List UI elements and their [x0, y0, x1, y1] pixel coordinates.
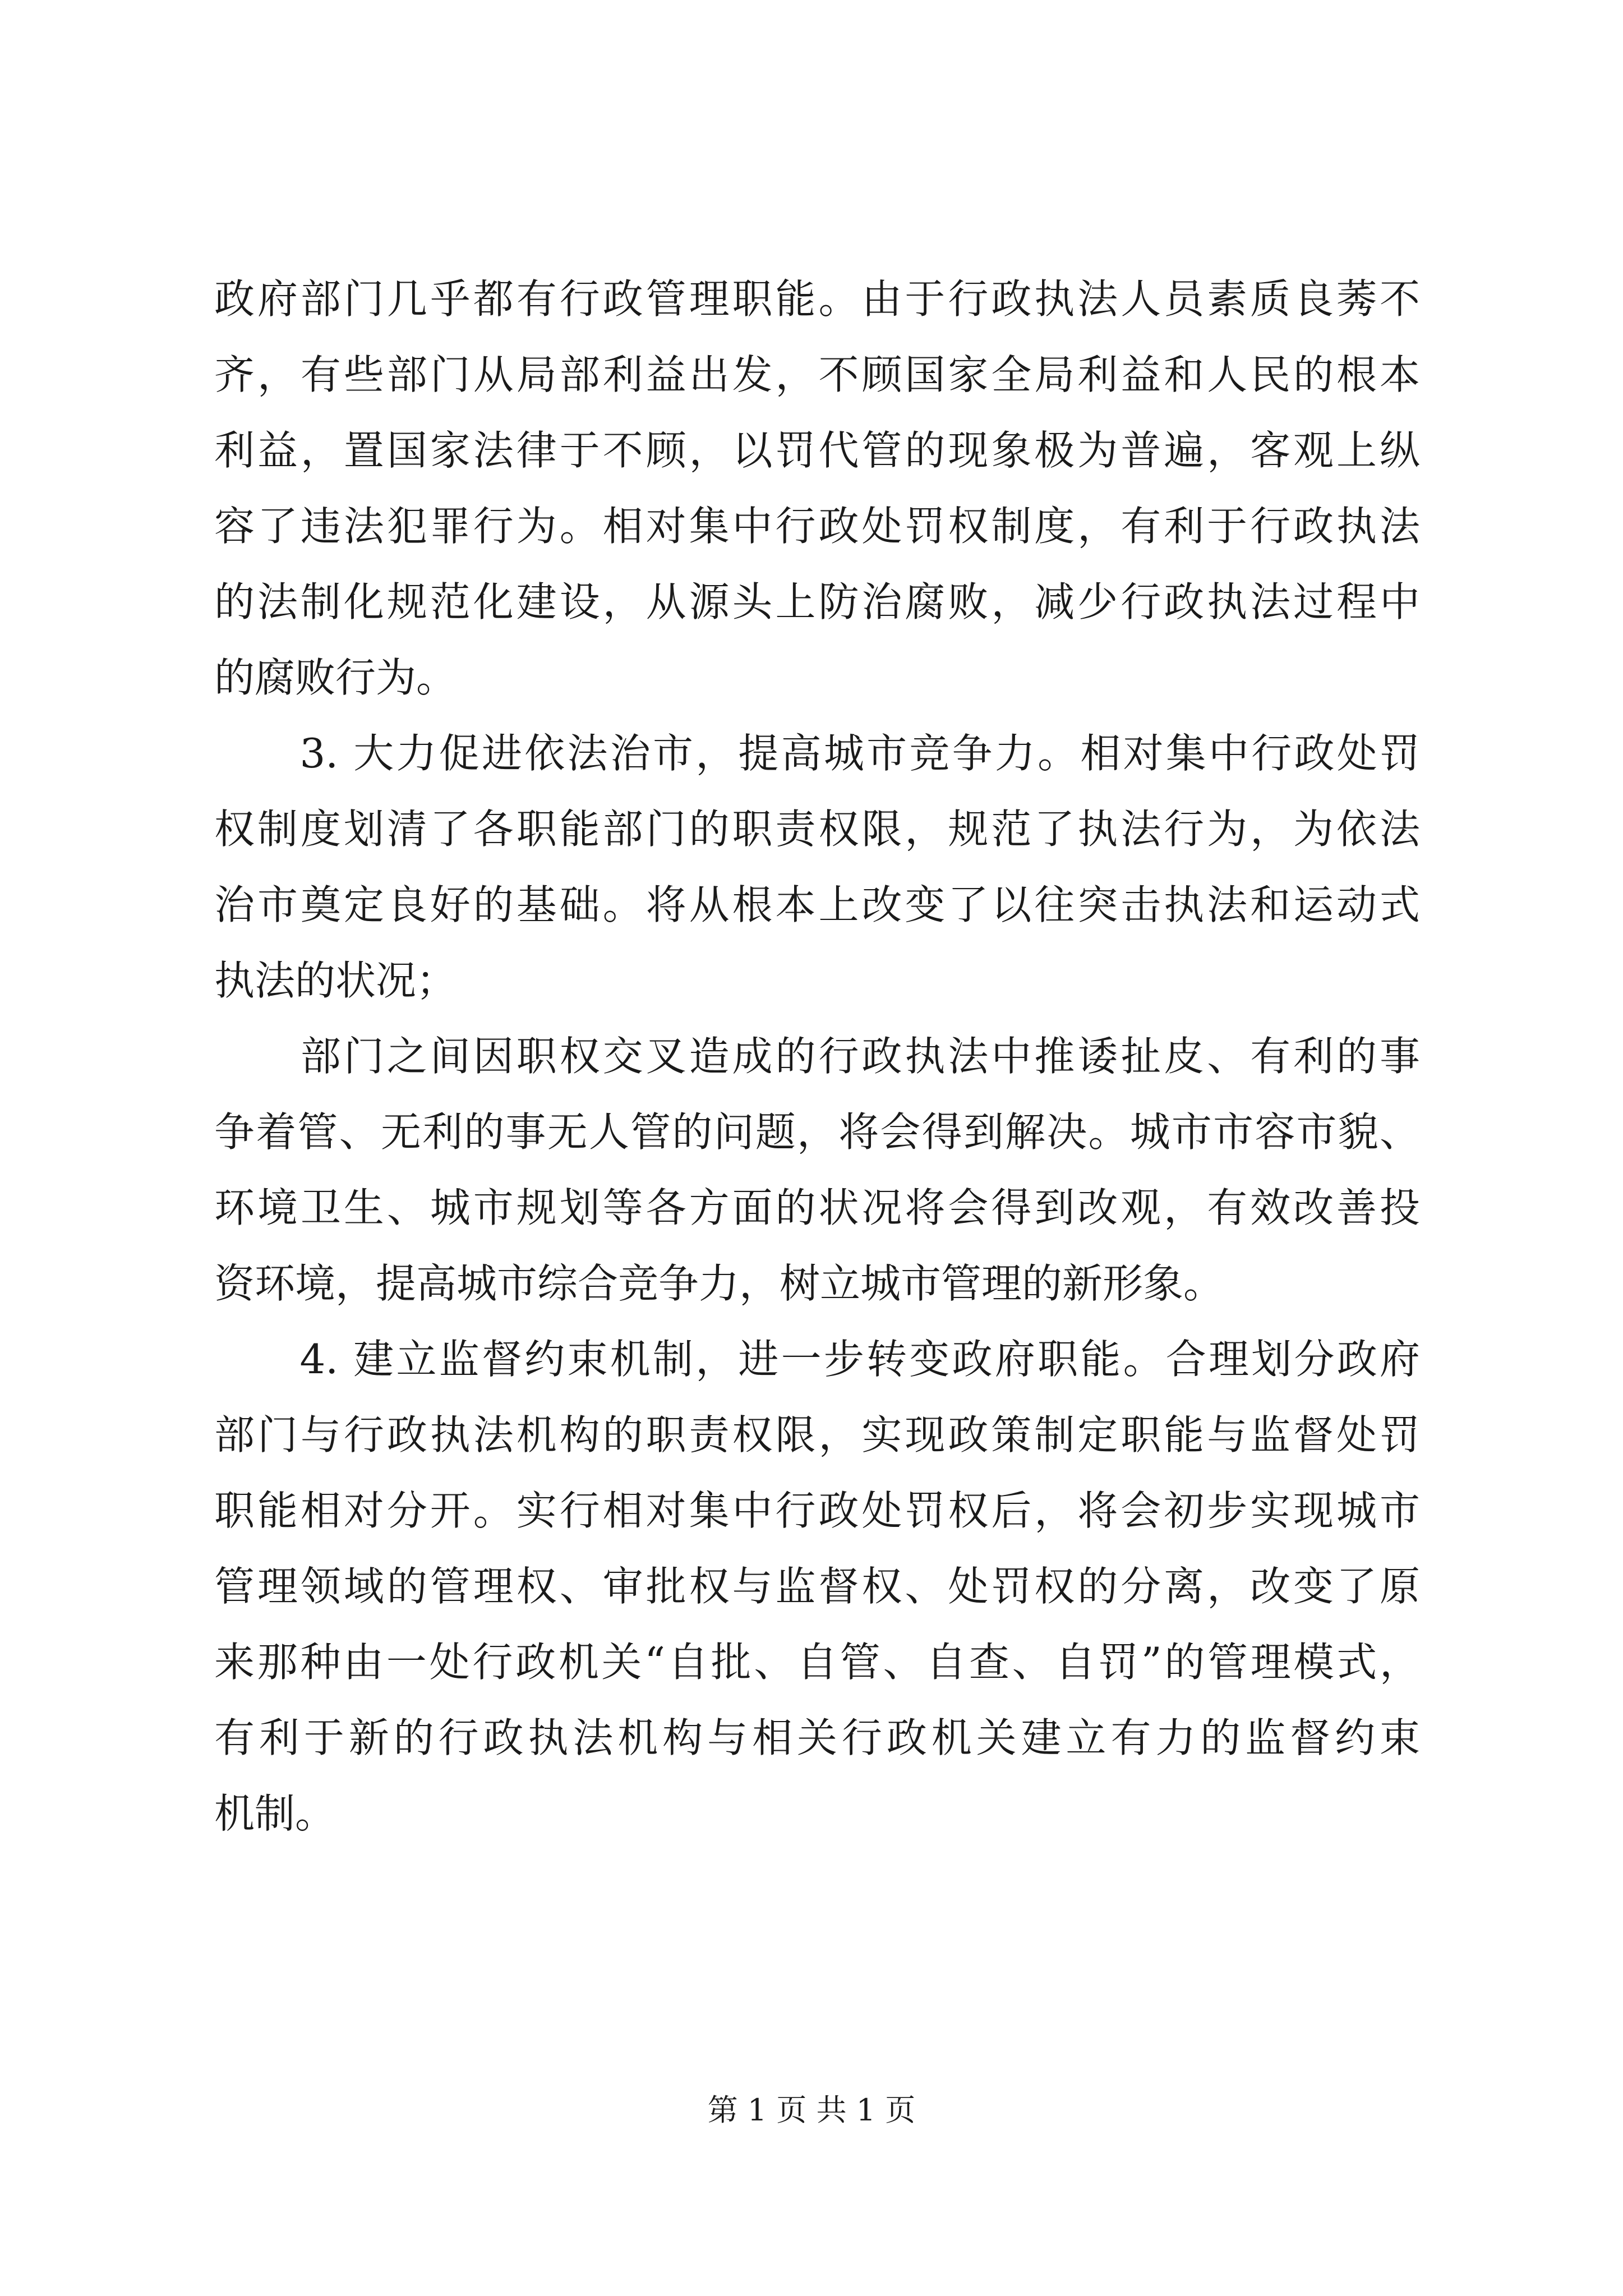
text-line: 资环境，提高城市综合竞争力，树立城市管理的新形象。	[214, 1260, 1224, 1307]
text-line: 3. 大力促进依法治市，提高城市竞争力。相对集中行政处罚	[214, 730, 1420, 777]
text-line: 管理领域的管理权、审批权与监督权、处罚权的分离，改变了原	[214, 1563, 1420, 1610]
text-line: 部门与行政执法机构的职责权限，实现政策制定职能与监督处罚	[214, 1411, 1420, 1458]
text-line: 机制。	[214, 1790, 336, 1837]
text-line: 环境卫生、城市规划等各方面的状况将会得到改观，有效改善投	[214, 1184, 1420, 1231]
text-line: 部门之间因职权交叉造成的行政执法中推诿扯皮、有利的事	[214, 1033, 1420, 1080]
text-line: 来那种由一处行政机关“自批、自管、自查、自罚”的管理模式，	[214, 1639, 1420, 1686]
text-line: 执法的状况；	[214, 957, 457, 1004]
text-line: 容了违法犯罪行为。相对集中行政处罚权制度，有利于行政执法	[214, 503, 1420, 550]
text-line: 有利于新的行政执法机构与相关行政机关建立有力的监督约束	[214, 1714, 1420, 1761]
text-line: 4. 建立监督约束机制，进一步转变政府职能。合理划分政府	[214, 1336, 1420, 1383]
text-line: 齐，有些部门从局部利益出发，不顾国家全局利益和人民的根本	[214, 351, 1420, 398]
text-line: 的法制化规范化建设，从源头上防治腐败，减少行政执法过程中	[214, 578, 1420, 625]
text-line: 争着管、无利的事无人管的问题，将会得到解决。城市市容市貌、	[214, 1108, 1420, 1156]
text-line: 政府部门几乎都有行政管理职能。由于行政执法人员素质良莠不	[214, 275, 1420, 323]
text-line: 权制度划清了各职能部门的职责权限，规范了执法行为，为依法	[214, 806, 1420, 853]
text-line: 职能相对分开。实行相对集中行政处罚权后，将会初步实现城市	[214, 1487, 1420, 1534]
page-number-footer: 第 1 页 共 1 页	[707, 2092, 916, 2128]
text-line: 利益，置国家法律于不顾，以罚代管的现象极为普遍，客观上纵	[214, 427, 1420, 474]
text-line: 治市奠定良好的基础。将从根本上改变了以往突击执法和运动式	[214, 881, 1420, 928]
text-line: 的腐败行为。	[214, 654, 457, 701]
